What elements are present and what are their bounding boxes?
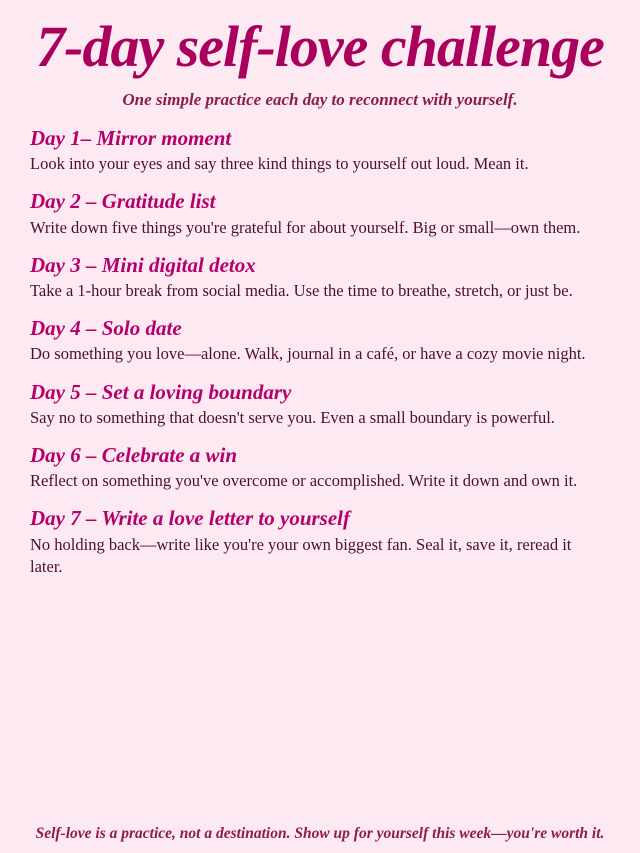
day-heading: Day 4 – Solo date [30, 316, 182, 341]
day-heading: Day 7 – Write a love letter to yourself [30, 506, 351, 531]
day-heading: Day 2 – Gratitude list [30, 189, 216, 214]
list-item [30, 506, 610, 578]
day-description: Look into your eyes and say three kind things to yourself out loud. Mean it. [30, 154, 529, 174]
day-description: Do something you love—alone. Walk, journal in a café, or have a cozy movie night. [30, 344, 586, 364]
list-item [30, 443, 610, 492]
list-item [30, 189, 610, 238]
page-title: 7-day self-love challenge [36, 14, 604, 79]
challenge-list [18, 126, 622, 578]
day-description: Reflect on something you've overcome or accomplished. Write it down and own it. [30, 471, 578, 491]
page-subtitle: One simple practice each day to reconnect with yourself. [122, 90, 518, 109]
day-heading: Day 5 – Set a loving boundary [30, 379, 292, 404]
day-description: Take a 1-hour break from social media. Use the time to breathe, stretch, or just be. [30, 280, 573, 300]
list-item [30, 126, 610, 175]
day-heading: Day 3 – Mini digital detox [30, 252, 256, 277]
day-heading: Day 1– Mirror moment [30, 126, 232, 150]
list-item [30, 253, 610, 302]
day-description: Write down five things you're grateful for about yourself. Big or small—own them. [30, 217, 581, 237]
day-description: No holding back—write like you're your own biggest fan. Seal it, save it, reread it later. [30, 534, 572, 576]
day-heading: Day 6 – Celebrate a win [30, 443, 238, 468]
footer-text: Self-love is a practice, not a destination. Show up for yourself this week—you're worth it. [35, 825, 605, 842]
list-item [30, 316, 610, 365]
list-item [30, 380, 610, 429]
day-description: Say no to something that doesn't serve you. Even a small boundary is powerful. [30, 407, 555, 427]
